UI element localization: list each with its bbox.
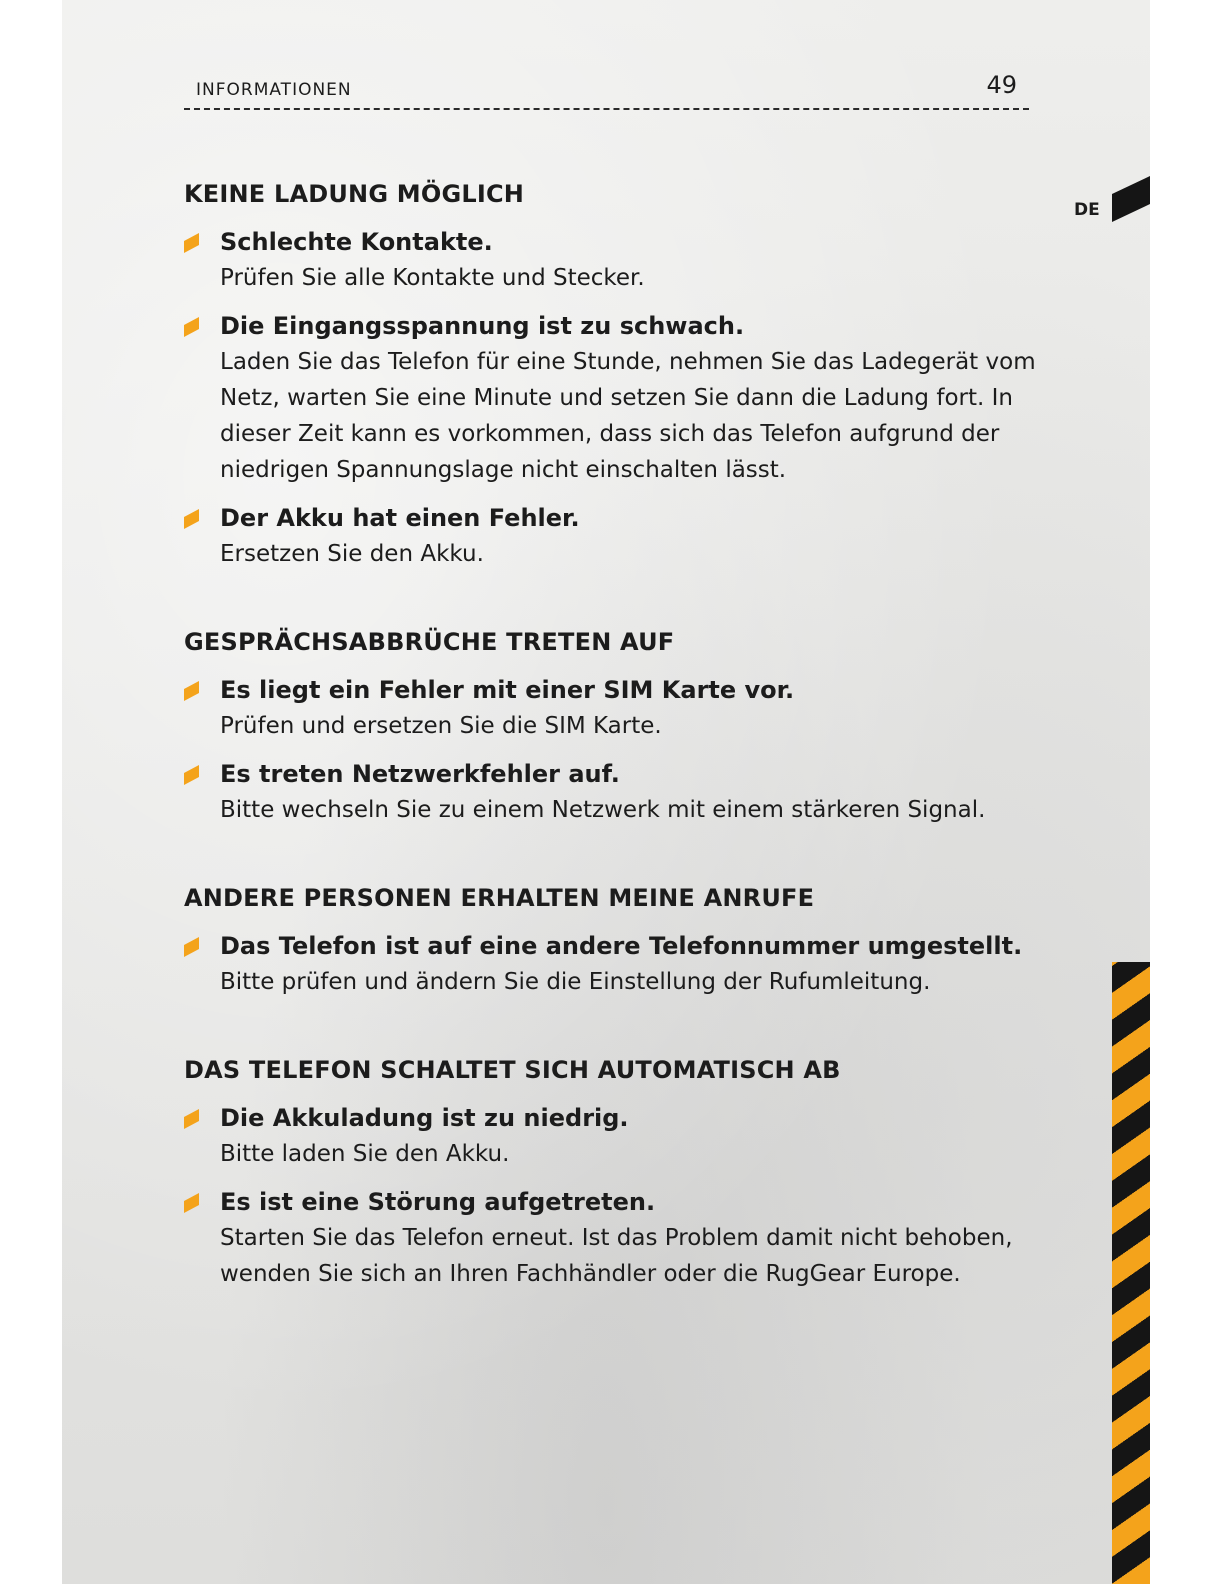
list-item: [184, 1184, 1044, 1292]
list-item: [184, 224, 1044, 296]
content: [184, 176, 1044, 1292]
item-text: Bitte laden Sie den Akku.: [220, 1141, 510, 1167]
item-text: Laden Sie das Telefon für eine Stunde, nehmen Sie das Ladegerät vom Netz, warten Sie eine Minute und setzen Sie dann die Ladung fort. In dieser Zeit kann es vorkommen, dass sich das Telefon aufgrund der niedrigen Spannungslage nicht einschalten lässt.: [220, 349, 1036, 483]
list-item: [184, 1100, 1044, 1172]
language-label: DE: [1074, 200, 1100, 220]
orange-bullet-icon: [184, 937, 199, 957]
item-title: Es liegt ein Fehler mit einer SIM Karte vor.: [220, 676, 795, 704]
item-title: Die Eingangsspannung ist zu schwach.: [220, 312, 745, 340]
item-text: Prüfen Sie alle Kontakte und Stecker.: [220, 265, 645, 291]
item-text: Bitte wechseln Sie zu einem Netzwerk mit einem stärkeren Signal.: [220, 797, 986, 823]
page-number: 49: [986, 71, 1017, 99]
orange-bullet-icon: [184, 509, 199, 529]
section-auto-shutdown: [184, 1052, 1044, 1292]
section-title: GESPRÄCHSABBRÜCHE TRETEN AUF: [184, 628, 675, 656]
item-text: Bitte prüfen und ändern Sie die Einstellung der Rufumleitung.: [220, 969, 931, 995]
orange-bullet-icon: [184, 765, 199, 785]
list-item: [184, 308, 1044, 488]
language-tab: [1072, 176, 1150, 222]
section-calls-forwarded: [184, 880, 1044, 1000]
orange-bullet-icon: [184, 1109, 199, 1129]
item-text: Ersetzen Sie den Akku.: [220, 541, 484, 567]
language-wedge-icon: [1112, 176, 1150, 222]
header-title: INFORMATIONEN: [196, 80, 352, 100]
hazard-stripe-bar: [1112, 962, 1150, 1584]
orange-bullet-icon: [184, 317, 199, 337]
item-title: Es treten Netzwerkfehler auf.: [220, 760, 620, 788]
section-call-drops: [184, 624, 1044, 828]
list-item: [184, 500, 1044, 572]
orange-bullet-icon: [184, 681, 199, 701]
orange-bullet-icon: [184, 1193, 199, 1213]
list-item: [184, 672, 1044, 744]
list-item: [184, 928, 1044, 1000]
item-text: Starten Sie das Telefon erneut. Ist das Problem damit nicht behoben, wenden Sie sich an Ihren Fachhändler oder die RugGear Europe.: [220, 1225, 1013, 1287]
section-no-charging: [184, 176, 1044, 572]
item-title: Die Akkuladung ist zu niedrig.: [220, 1104, 629, 1132]
item-title: Schlechte Kontakte.: [220, 228, 493, 256]
page-background: [62, 0, 1150, 1584]
section-title: KEINE LADUNG MÖGLICH: [184, 180, 525, 208]
item-title: Das Telefon ist auf eine andere Telefonnummer umgestellt.: [220, 932, 1023, 960]
item-text: Prüfen und ersetzen Sie die SIM Karte.: [220, 713, 662, 739]
section-title: ANDERE PERSONEN ERHALTEN MEINE ANRUFE: [184, 884, 815, 912]
section-title: DAS TELEFON SCHALTET SICH AUTOMATISCH AB: [184, 1056, 841, 1084]
orange-bullet-icon: [184, 233, 199, 253]
item-title: Es ist eine Störung aufgetreten.: [220, 1188, 656, 1216]
item-title: Der Akku hat einen Fehler.: [220, 504, 580, 532]
list-item: [184, 756, 1044, 828]
page-header: [184, 70, 1029, 110]
